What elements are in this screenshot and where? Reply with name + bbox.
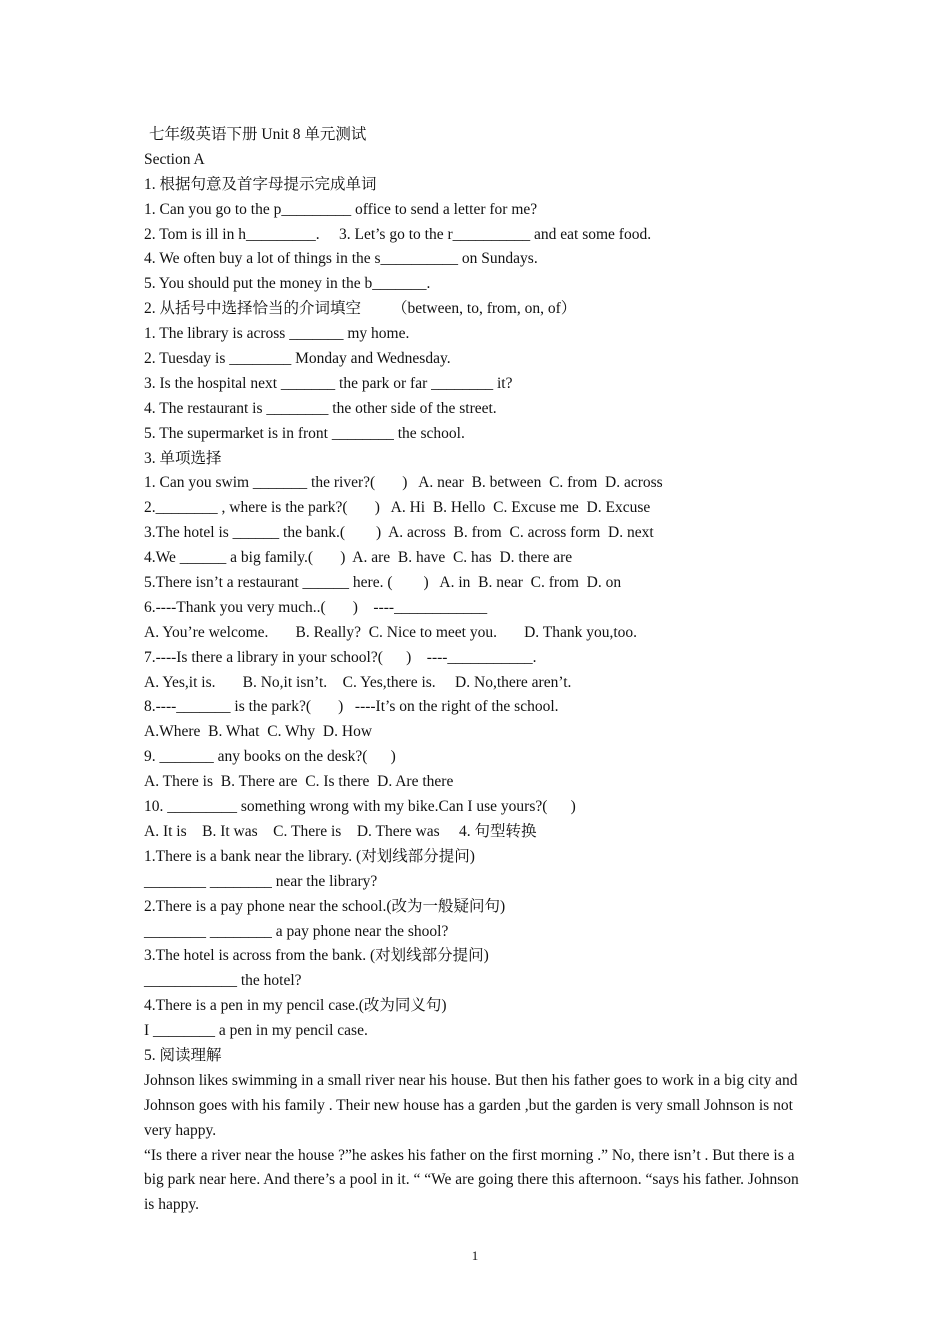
question-line: 1. The library is across _______ my home. <box>144 325 410 343</box>
question-line: 9. _______ any books on the desk?( ) <box>144 748 396 766</box>
answer-options: A. There is B. There are C. Is there D. Are there <box>144 773 454 791</box>
answer-blank-line: ________ ________ a pay phone near the shool? <box>144 922 449 940</box>
exercise-5-heading: 5. 阅读理解 <box>144 1046 222 1064</box>
question-line: 8.----_______ is the park?( ) ----It’s on the right of the school. <box>144 698 559 716</box>
question-line: 7.----Is there a library in your school?( ) ----___________. <box>144 648 537 666</box>
answer-options: A. Yes,it is. B. No,it isn’t. C. Yes,there is. D. No,there aren’t. <box>144 673 572 691</box>
question-line: 5.There isn’t a restaurant ______ here. ( ) A. in B. near C. from D. on <box>144 574 622 592</box>
exercise-2-heading: 2. 从括号中选择恰当的介词填空 （between, to, from, on, of） <box>144 300 577 318</box>
question-line: 2.________ , where is the park?( ) A. Hi B. Hello C. Excuse me D. Excuse <box>144 499 651 517</box>
question-line: 2. Tom is ill in h_________. 3. Let’s go to the r__________ and eat some food. <box>144 225 652 243</box>
question-line: 4. We often buy a lot of things in the s__________ on Sundays. <box>144 250 538 268</box>
question-line: 4.There is a pen in my pencil case.(改为同义句) <box>144 997 447 1015</box>
exercise-1-heading: 1. 根据句意及首字母提示完成单词 <box>144 175 377 193</box>
answer-options: A.Where B. What C. Why D. How <box>144 723 373 741</box>
answer-blank-line: ____________ the hotel? <box>144 972 302 990</box>
answer-options: A. You’re welcome. B. Really? C. Nice to meet you. D. Thank you,too. <box>144 623 638 641</box>
answer-blank-line: I ________ a pen in my pencil case. <box>144 1022 368 1040</box>
question-line: 1.There is a bank near the library. (对划线部分提问) <box>144 847 475 865</box>
question-line: 2. Tuesday is ________ Monday and Wednesday. <box>144 350 451 368</box>
question-line: 3. Is the hospital next _______ the park or far ________ it? <box>144 374 513 392</box>
exercise-3-heading: 3. 单项选择 <box>144 449 222 467</box>
question-line: 6.----Thank you very much..( ) ----____________ <box>144 598 488 616</box>
reading-paragraph: Johnson likes swimming in a small river near his house. But then his father goes to work in a big city and Johnson goes with his family . Their new house has a garden ,but the garden is very small Johnson is not very happy. <box>144 1071 798 1139</box>
question-line: 3.The hotel is ______ the bank.( ) A. across B. from C. across form D. next <box>144 524 654 542</box>
question-line: 1. Can you go to the p_________ office to send a letter for me? <box>144 200 538 218</box>
question-line: 5. The supermarket is in front ________ the school. <box>144 424 465 442</box>
question-line: 5. You should put the money in the b_______. <box>144 275 431 293</box>
question-line: 2.There is a pay phone near the school.(改为一般疑问句) <box>144 897 506 915</box>
section-heading: Section A <box>144 150 205 168</box>
page-number: 1 <box>471 1248 479 1263</box>
answer-blank-line: ________ ________ near the library? <box>144 872 378 890</box>
document-body <box>144 123 810 1218</box>
page-title: 七年级英语下册 Unit 8 单元测试 <box>149 126 367 143</box>
question-line: 3.The hotel is across from the bank. (对划线部分提问) <box>144 947 489 965</box>
question-line: 10. _________ something wrong with my bike.Can I use yours?( ) <box>144 798 576 816</box>
question-line: 4.We ______ a big family.( ) A. are B. have C. has D. there are <box>144 549 573 567</box>
question-line: 4. The restaurant is ________ the other side of the street. <box>144 399 497 417</box>
question-line: 1. Can you swim _______ the river?( ) A. near B. between C. from D. across <box>144 474 663 492</box>
answer-options: A. It is B. It was C. There is D. There was 4. 句型转换 <box>144 822 537 840</box>
reading-paragraph: “Is there a river near the house ?”he askes his father on the first morning .” No, there isn’t . But there is a big park near here. And there’s a pool in it. “ “We are going there this afternoon. “says his father. Johnson is happy. <box>144 1146 799 1214</box>
